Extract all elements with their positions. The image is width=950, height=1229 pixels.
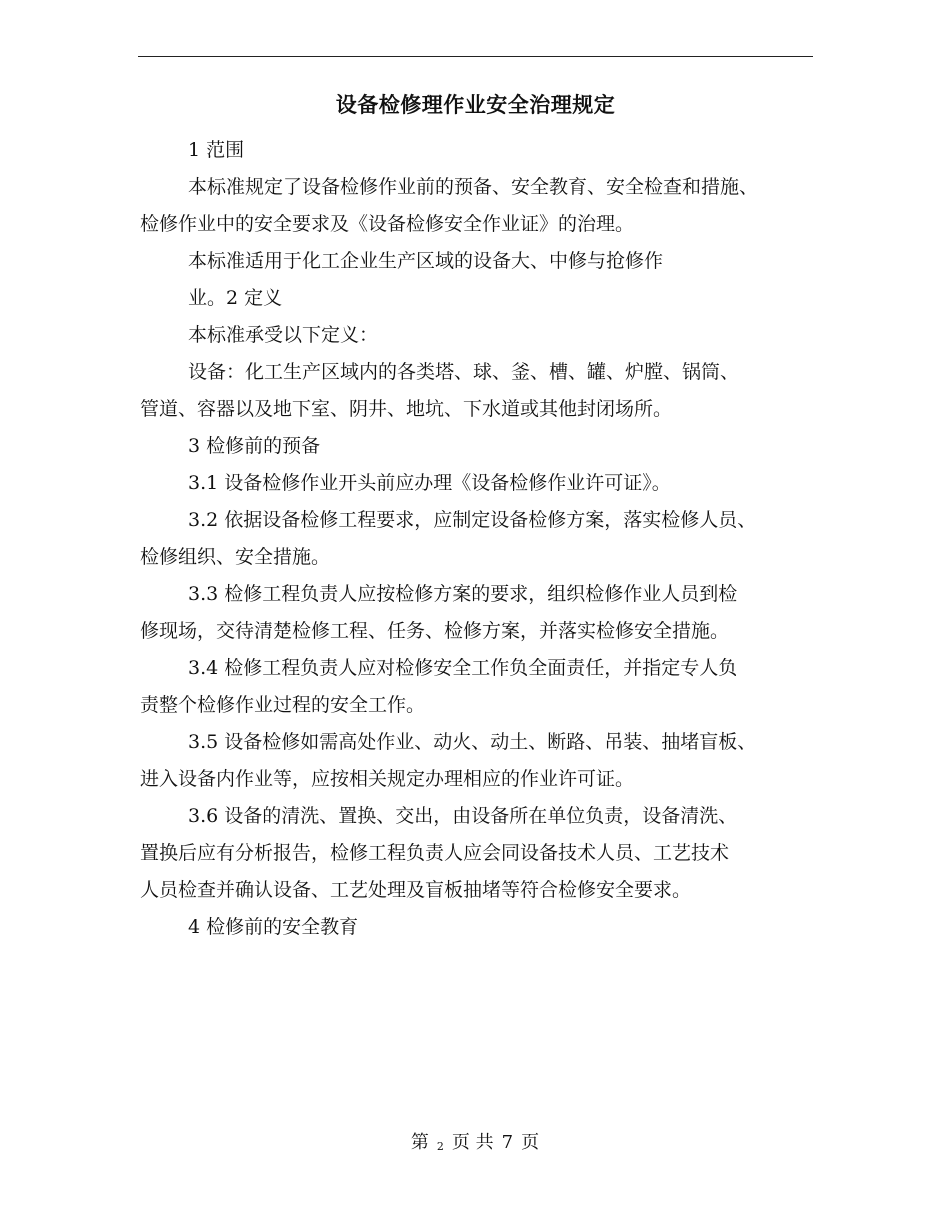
section-heading-safety-education: 4 检修前的安全教育 [188,916,359,938]
paragraph-line: 本标准规定了设备检修作业前的预备、安全教育、安全检查和措施、 [188,176,759,198]
paragraph-line: 业。2 定义 [188,287,283,309]
paragraph-line: 责整个检修作业过程的安全工作。 [140,694,426,716]
paragraph-line: 3.1 设备检修作业开头前应办理《设备检修作业许可证》。 [188,472,671,494]
paragraph-line: 人员检查并确认设备、工艺处理及盲板抽堵等符合检修安全要求。 [140,879,692,901]
paragraph-line: 3.2 依据设备检修工程要求，应制定设备检修方案，落实检修人员、 [188,509,757,531]
document-title: 设备检修理作业安全治理规定 [335,92,616,117]
page-footer [0,1130,950,1160]
paragraph-line: 本标准承受以下定义： [188,324,379,346]
paragraph-line: 3.3 检修工程负责人应按检修方案的要求，组织检修作业人员到检 [188,583,738,605]
paragraph-line: 修现场，交待清楚检修工程、任务、检修方案，并落实检修安全措施。 [140,620,730,642]
footer-suffix: 页 [521,1132,540,1153]
footer-prefix: 第 [410,1132,429,1153]
paragraph-line: 设备：化工生产区域内的各类塔、球、釜、槽、罐、炉膛、锅筒、 [188,361,740,383]
paragraph-line: 管道、容器以及地下室、阴井、地坑、下水道或其他封闭场所。 [140,398,673,420]
document-body [140,132,830,946]
paragraph-line: 3.4 检修工程负责人应对检修安全工作负全面责任，并指定专人负 [188,657,738,679]
paragraph-line: 置换后应有分析报告，检修工程负责人应会同设备技术人员、工艺技术 [140,842,730,864]
paragraph-line: 3.6 设备的清洗、置换、交出，由设备所在单位负责，设备清洗、 [188,805,738,827]
section-heading-preparation: 3 检修前的预备 [188,435,321,457]
page-total: 7 [501,1132,514,1153]
page-number: 2 [436,1140,444,1153]
paragraph-line: 进入设备内作业等，应按相关规定办理相应的作业许可证。 [140,768,635,790]
paragraph-line: 检修组织、安全措施。 [140,546,331,568]
header-rule [138,56,813,57]
paragraph-line: 3.5 设备检修如需高处作业、动火、动土、断路、吊装、抽堵盲板、 [188,731,757,753]
section-heading-scope: 1 范围 [188,139,245,161]
paragraph-line: 本标准适用于化工企业生产区域的设备大、中修与抢修作 [188,250,664,272]
paragraph-line: 检修作业中的安全要求及《设备检修安全作业证》的治理。 [140,213,635,235]
footer-middle: 页 共 [451,1132,494,1153]
